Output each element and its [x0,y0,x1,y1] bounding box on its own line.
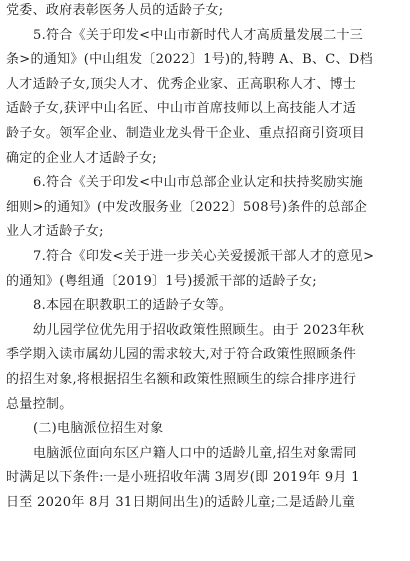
text-line-20: 时满足以下条件:一是小班招收年满 3周岁(即 2019年 9月 1 [6,470,360,486]
text-line-15: 季学期入读市属幼儿园的需求较大,对于符合政策性照顾条件 [6,347,357,363]
text-line-12: 的通知》(粤组通〔2019〕1号)援派干部的适龄子女; [6,273,317,289]
text-line-4: 人才适龄子女,顶尖人才、优秀企业家、正高职称人才、博士 [6,76,357,92]
text-line-10: 业人才适龄子女; [6,224,104,240]
text-line-16: 的招生对象,将根据招生名额和政策性照顾生的综合排序进行 [6,371,357,387]
text-line-21: 日至 2020年 8月 31日期间出生)的适龄儿童;二是适龄儿童 [6,494,356,510]
text-line-14: 幼儿园学位优先用于招收政策性照顾生。由于 2023年秋 [33,322,365,338]
text-line-3: 条>的通知》(中山组发〔2022〕1号)的,特聘 A、B、C、D档 [6,52,373,68]
text-line-9: 细则>的通知》(中发改服务业〔2022〕508号)条件的总部企 [6,199,368,215]
text-line-19: 电脑派位面向东区户籍人口中的适龄儿童,招生对象需同 [33,445,357,461]
text-line-2: 5.符合《关于印发<中山市新时代人才高质量发展二十三 [33,27,364,43]
text-line-13: 8.本园在职教职工的适龄子女等。 [33,298,233,314]
text-line-8: 6.符合《关于印发<中山市总部企业认定和扶持奖励实施 [33,175,364,191]
text-line-11: 7.符合《印发<关于进一步关心关爱援派干部人才的意见> [33,248,375,264]
text-line-17: 总量控制。 [6,396,73,412]
text-line-6: 龄子女。领军企业、制造业龙头骨干企业、重点招商引资项目 [6,125,366,141]
text-line-7: 确定的企业人才适龄子女; [6,150,157,166]
text-line-5: 适龄子女,获评中山名匠、中山市首席技师以上高技能人才适 [6,101,357,117]
text-line-1: 党委、政府表彰医务人员的适龄子女; [6,3,224,18]
section-heading: (二)电脑派位招生对象 [33,421,164,437]
